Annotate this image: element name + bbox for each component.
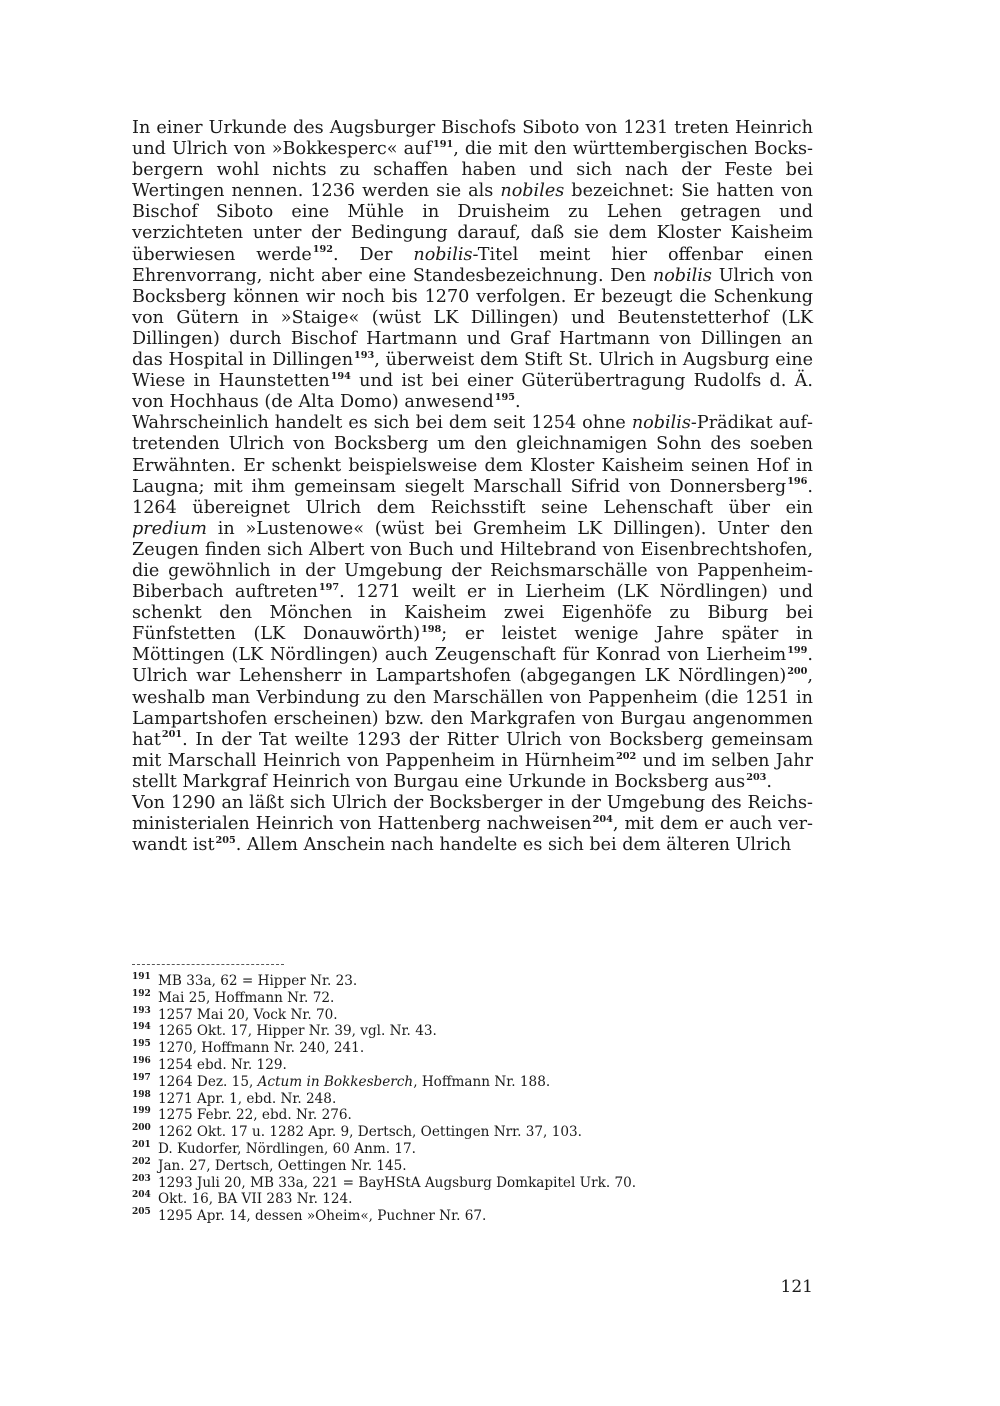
main-text [132,118,813,856]
footnote-number: 193 [132,1005,151,1016]
text-run: 1264 Dez. 15, [158,1073,258,1090]
text-run: . 1271 weilt er in Lierheim (LK Nördlingen) und schenkt den Mönchen in Kaisheim zwei Eigenhöfe zu Biburg bei Fünfstetten (LK Donauwörth) [132,582,813,645]
footnote [132,1023,813,1040]
text-run: . In der Tat weilte 1293 der Ritter Ulrich von Bocksberg gemeinsam mit Marschall Heinrich von Pappenheim in Hürnheim [132,729,813,771]
text-run: D. Kudorfer, Nördlingen, 60 Anm. 17. [158,1140,416,1157]
footnote-text [158,1208,486,1225]
text-run: MB 33a, 62 = Hipper Nr. 23. [158,973,358,989]
footnote-ref: 198 [421,624,442,635]
footnote-number: 194 [132,1022,151,1033]
text-run: , die mit den württembergischen Bocksbergern wohl nichts zu schaffen haben und sich nach der Feste bei Wertingen nennen. 1236 werden sie als [132,139,813,202]
footnote-text [158,1124,582,1141]
text-run: Ulrich von Bocksberg können wir noch bis 1270 verfolgen. Er bezeugt die Schenkung von Gütern in »Staige« (wüst LK Dillingen) und Beutenstetterhof (LK Dillingen) durch Bischof Hartmann und Graf Hartmann von Dillingen an das Hospital in Dillingen [132,265,813,371]
paragraph [132,793,813,856]
footnote-number: 198 [132,1089,151,1100]
footnote-number: 199 [132,1106,151,1117]
footnote-text [158,1191,353,1208]
text-run: , mit dem er auch verwandt ist [132,814,813,856]
footnote [132,1158,813,1175]
footnote [132,1191,813,1208]
footnote-separator [132,964,284,965]
footnote [132,990,813,1007]
text-run: 1271 Apr. 1, ebd. Nr. 248. [158,1090,337,1107]
footnote-ref: 193 [354,349,375,361]
text-run: -Prädikat auftretenden Ulrich von Bocksberg um den gleichnamigen Sohn des soeben Erwähnten. Er schenkt beispielsweise dem Kloster Kaisheim seinen Hof in Laugna; mit ihm gemeinsam siegelt Marschall Sifrid von Donnersberg [132,413,813,497]
footnote-ref: 196 [787,476,808,488]
footnote-number: 201 [132,1139,151,1150]
footnote-ref: 200 [787,666,808,678]
footnotes [132,973,813,1225]
footnote-number: 204 [132,1190,151,1201]
text-run: 1275 Febr. 22, ebd. Nr. 276. [158,1107,352,1124]
text-run: 1270, Hoffmann Nr. 240, 241. [158,1040,365,1057]
footnote-ref: 204 [592,813,613,825]
footnote [132,1141,813,1158]
footnote [132,1074,813,1091]
text-run: , weshalb man Verbindung zu den Marschällen von Pappenheim (die 1251 in Lampartshofen erscheinen) bzw. den Markgrafen von Burgau angenommen hat [132,666,813,750]
italic-term: nobiles [500,181,565,202]
footnote-text [158,973,357,990]
footnote-number: 197 [132,1072,151,1083]
text-run: . Allem Anschein nach handelte es sich bei dem älteren Ulrich [235,835,792,856]
footnote [132,1124,813,1141]
footnote-ref: 192 [312,244,333,256]
text-run: , überweist dem Stift St. Ulrich in Augsburg eine Wiese in Haunstetten [132,350,813,392]
footnote-number: 202 [132,1156,151,1167]
footnote-ref: 194 [330,370,351,382]
text-run: Jan. 27, Dertsch, Oettingen Nr. 145. [158,1157,407,1174]
text-run: -Titel meint hier offenbar einen Ehrenvorrang, nicht aber eine Standesbezeichnung. Den [132,244,814,286]
footnote-ref: 197 [318,581,340,593]
footnote-number: 203 [132,1173,151,1184]
footnote-ref: 199 [787,645,808,657]
text-run: . [766,771,773,792]
footnote-number: 191 [132,972,151,982]
italic-term: nobilis [413,244,473,265]
text-run: Von 1290 an läßt sich Ulrich der Bocksberger in der Umgebung des Reichsministerialen Heinrich von Hattenberg nachweisen [132,793,813,835]
footnote-text [158,1074,550,1091]
footnote-number: 200 [132,1123,151,1134]
footnote-text [158,1158,407,1175]
text-run: 1262 Okt. 17 u. 1282 Apr. 9, Dertsch, Oettingen Nrr. 37, 103. [158,1124,582,1141]
text-run: 1257 Mai 20, Vock Nr. 70. [158,1006,338,1023]
footnote [132,1175,813,1192]
italic-term: predium [132,518,207,539]
footnote-text [158,990,334,1007]
footnote-number: 192 [132,988,151,999]
text-run: in »Lustenowe« (wüst bei Gremheim LK Dillingen). Unter den Zeugen finden sich Albert von Buch und Hiltebrand von Eisenbrechtshofen, die gewöhnlich in der Umgebung der Reichsmarschälle von Pappenheim-Biberbach auftreten [132,518,813,603]
paragraph [132,118,813,413]
footnote-text [158,1175,636,1192]
footnote [132,1007,813,1024]
footnote-ref: 191 [432,138,454,150]
page-number: 121 [780,1277,813,1297]
text-run: . Der [332,244,414,265]
text-run: 1265 Okt. 17, Hipper Nr. 39, vgl. Nr. 43. [158,1023,437,1040]
italic-term: nobilis [631,413,691,434]
footnote-number: 205 [132,1207,151,1218]
footnote-ref: 202 [616,750,637,762]
text-run: . [514,392,521,413]
footnote-text [158,1040,364,1057]
footnote-text [158,1023,437,1040]
text-run: 1293 Juli 20, MB 33a, 221 = BayHStA Augsburg Domkapitel Urk. 70. [158,1174,637,1191]
footnote-number: 196 [132,1055,151,1066]
text-run: In einer Urkunde des Augsburger Bischofs Siboto von 1231 treten Heinrich und Ulrich von »Bokkesperc« auf [132,118,813,160]
text-run: , Hoffmann Nr. 188. [413,1073,551,1090]
footnote [132,1057,813,1074]
text-run: Wahrscheinlich handelt es sich bei dem seit 1254 ohne [132,413,632,434]
footnote-ref: 205 [215,834,236,846]
footnote [132,1107,813,1124]
text-run: . 1264 übereignet Ulrich dem Reichsstift seine Lehenschaft über ein [132,476,813,518]
footnote [132,1208,813,1225]
text-run: 1254 ebd. Nr. 129. [158,1056,287,1073]
footnote-ref: 195 [494,391,515,403]
footnote-number: 195 [132,1039,151,1050]
footnote-text [158,1007,338,1024]
text-run: Mai 25, Hoffmann Nr. 72. [158,989,335,1006]
footnote-text [158,1057,287,1074]
footnote [132,1040,813,1057]
paragraph [132,413,813,793]
footnote [132,973,813,990]
text-run: bezeichnet: Sie hatten von Bischof Siboto eine Mühle in Druisheim zu Lehen getragen und verzichteten unter der Bedingung darauf, daß sie dem Kloster Kaisheim überwiesen werde [132,181,813,265]
footnote [132,1091,813,1108]
footnote-ref: 203 [746,771,767,783]
italic-term: Actum in Bokkesberch [257,1073,414,1090]
text-run: und im selben Jahr stellt Markgraf Heinrich von Burgau eine Urkunde in Bocksberg aus [132,750,814,792]
text-run: 1295 Apr. 14, dessen »Oheim«, Puchner Nr. 67. [158,1208,487,1225]
italic-term: nobilis [652,265,712,286]
text-run: und ist bei einer Güterübertragung Rudolfs d. Ä. von Hochhaus (de Alta Domo) anwesend [132,371,813,413]
text-run: ; er leistet wenige Jahre später in Möttingen (LK Nördlingen) auch Zeugenschaft für Konrad von Lierheim [132,624,813,666]
footnote-text [158,1091,336,1108]
footnote-text [158,1141,416,1158]
footnote-ref: 201 [161,729,183,741]
text-run: Okt. 16, BA VII 283 Nr. 124. [158,1191,353,1208]
text-run: . Ulrich war Lehensherr in Lampartshofen (abgegangen LK Nördlingen) [132,645,813,687]
footnote-text [158,1107,352,1124]
